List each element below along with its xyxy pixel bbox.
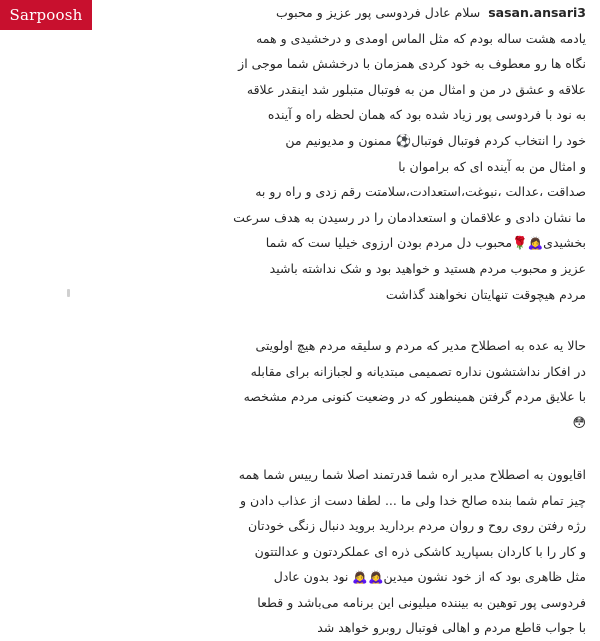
caption-paragraph-1 — [58, 0, 586, 307]
caption-line: مردم هیچوقت تنهایتان نخواهند گذاشت — [385, 286, 586, 302]
caption-paragraph-2 — [58, 333, 586, 436]
flushed-face-icon: 😳 — [572, 415, 586, 431]
caption-line: یادمه هشت ساله بودم که مثل الماس اومدی و درخشیدی و همه — [256, 30, 586, 46]
caption-line: در افکار نداشتشون نداره تصمیمی مبتدیانه و لجبازانه برای مقابله — [250, 363, 586, 379]
caption-line: به نود با فردوسی پور زیاد شده بود که همان لحظه راه و آینده — [267, 107, 586, 123]
caption-line: حالا یه عده به اصطلاح مدیر که مردم و سلیقه مردم هیچ اولویتی — [255, 338, 586, 354]
caption-line: مثل ظاهری بود که از خود نشون میدین🙇‍♀️🙇‍♀️ نود بدون عادل — [273, 569, 586, 585]
caption-line: با علایق مردم گرفتن همینطور که در وضعیت کنونی مردم مشخصه — [243, 389, 586, 405]
caption-line: نگاه ها رو معطوف به خود کردی همزمان با درخشش شما موجی از — [238, 56, 586, 72]
sarpoosh-watermark: Sarpoosh — [0, 0, 92, 30]
scroll-indicator — [67, 289, 70, 297]
username-link[interactable]: sasan.ansari3 — [488, 5, 586, 20]
caption-line: و کار را با کاردان بسپارید کاشکی ذره ای عملکردتون و عدالتتون — [254, 543, 586, 559]
caption-line: بخشیدی🙇‍♀️🌹محبوب دل مردم بودن ارزوی خیلیا ست که شما — [265, 235, 586, 251]
post-caption — [58, 0, 586, 641]
caption-line: رژه رفتن روی روح و روان مردم بردارید بروید دنبال زنگی خودتان — [248, 518, 586, 534]
caption-paragraph-3 — [58, 462, 586, 641]
caption-line: عزیز و محبوب مردم هستید و خواهید بود و شک نداشته باشید — [269, 260, 586, 276]
caption-line: چیز تمام شما بنده صالح خدا ولی ما ... لطفا دست از عذاب دادن و — [240, 492, 586, 508]
caption-line: ما نشان دادی و علاقمان و استعدادمان را در رسیدن به هدف سرعت — [233, 209, 586, 225]
caption-line: با جواب قاطع مردم و اهالی فوتبال روبرو خواهد شد — [317, 620, 586, 636]
caption-line: sasan.ansari3 سلام عادل فردوسی پور عزیز و محبوب — [275, 5, 586, 20]
caption-line: خود را انتخاب کردم فوتبال فوتبال⚽ ممنون و مدیونیم من — [285, 132, 586, 148]
caption-line: اقایوون به اصطلاح مدیر اره شما قدرتمند اصلا شما رییس شما همه — [238, 466, 586, 482]
caption-line: صداقت ،عدالت ،نبوغت،استعدادت،سلامتت رقم زدی و راه رو به — [255, 184, 586, 200]
caption-line — [58, 410, 586, 436]
caption-line: فردوسی پور توهین به بیننده میلیونی این برنامه می‌باشد و قطعا — [257, 594, 586, 610]
caption-line: و امثال من به آینده ای که براموان با — [398, 158, 586, 174]
caption-line: علاقه و عشق در من و امثال من به فوتبال متبلور شد اینقدر علاقه — [246, 81, 586, 97]
